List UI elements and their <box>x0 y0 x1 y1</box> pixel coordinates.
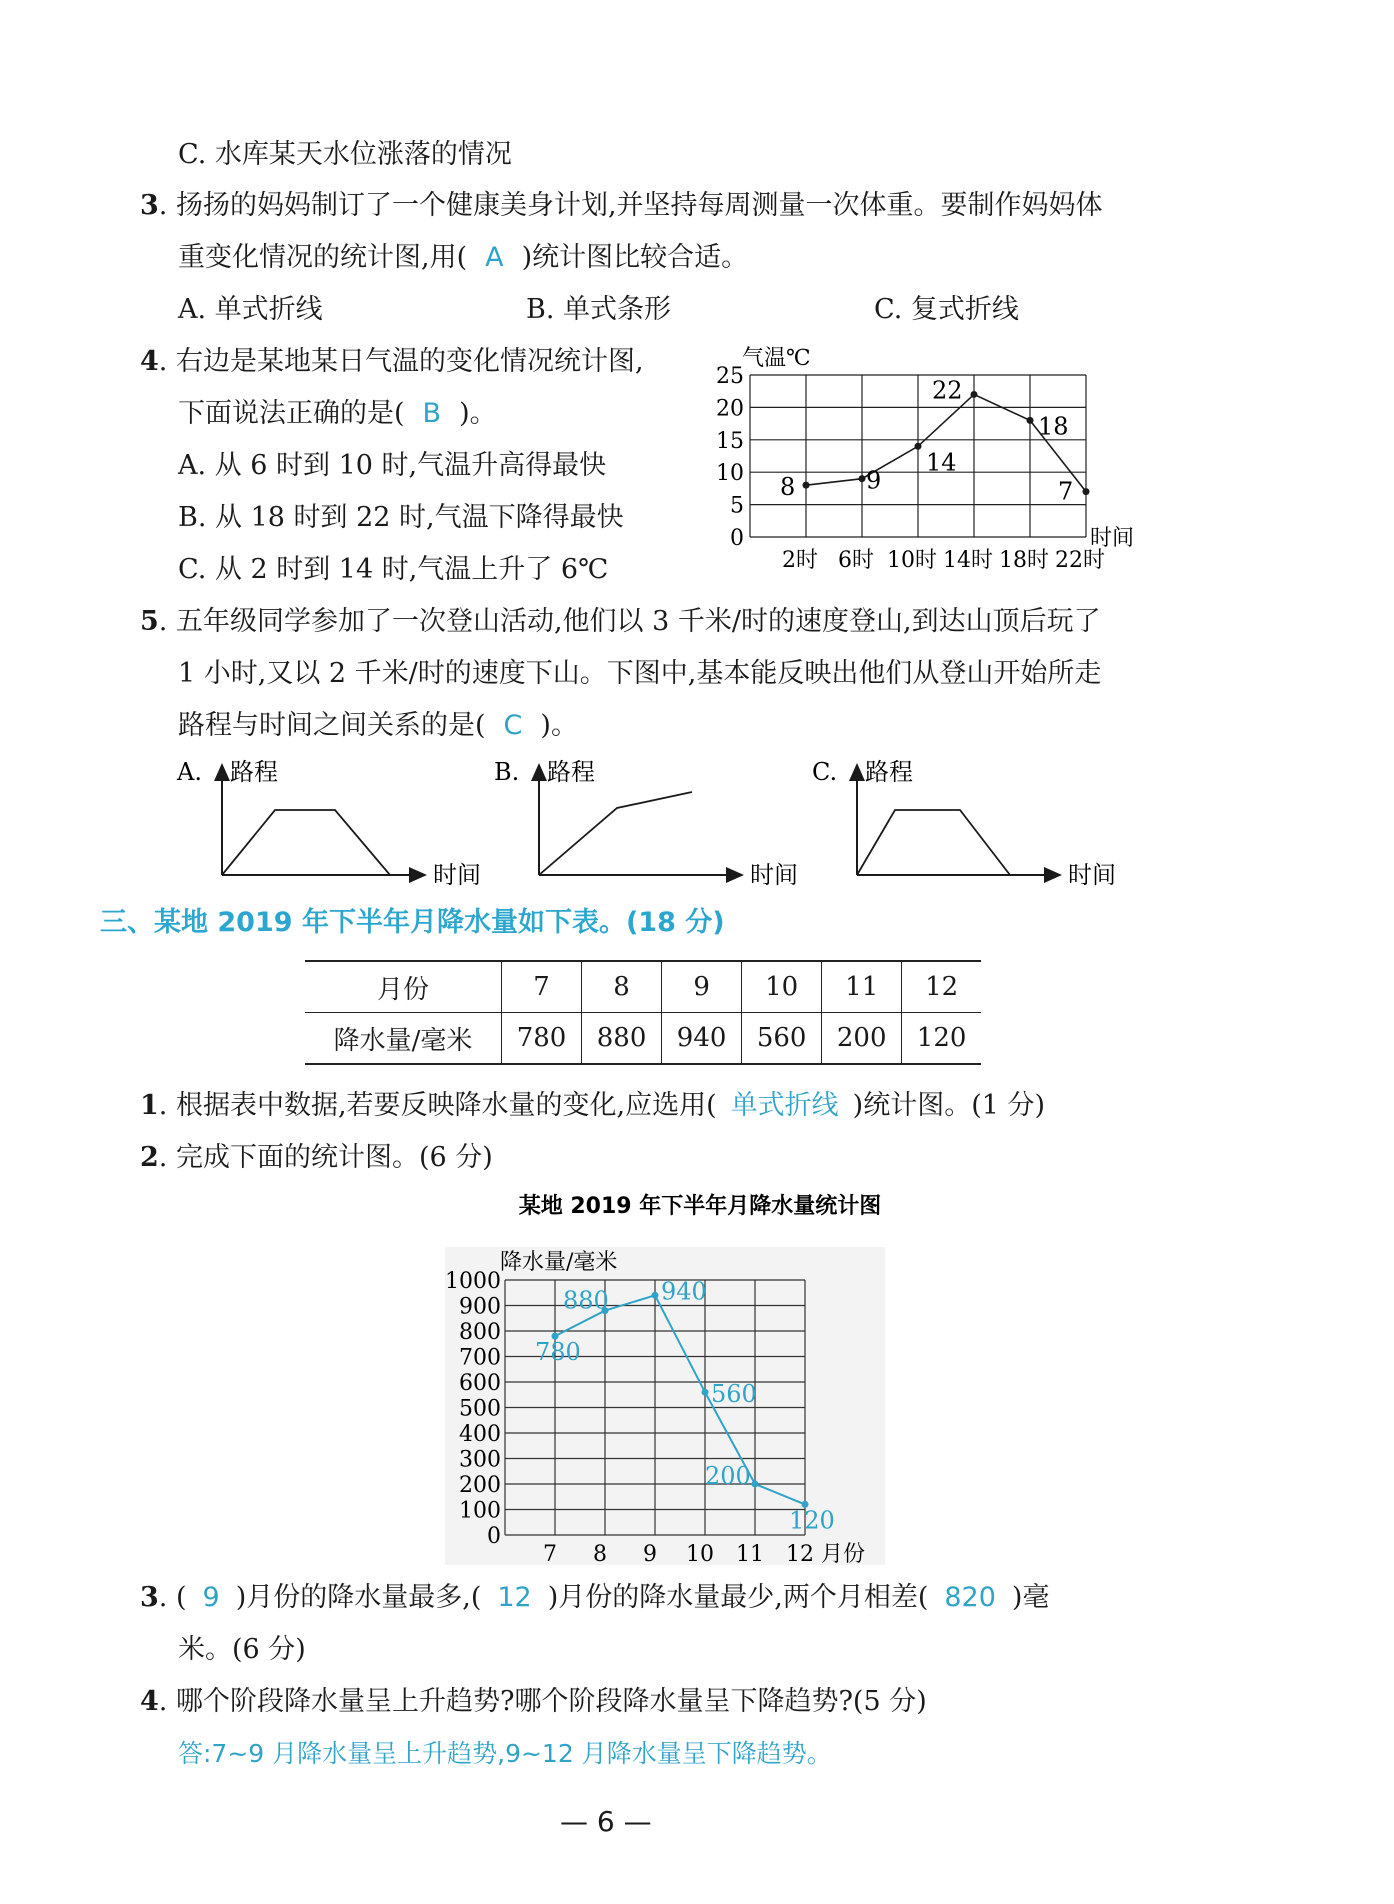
data-label: 120 <box>789 1506 835 1535</box>
series-line <box>806 394 1086 491</box>
x-tick-label: 6时 <box>838 548 874 573</box>
q3-line2 <box>178 240 748 276</box>
x-tick-label: 22时 <box>1055 548 1105 573</box>
data-label: 14 <box>926 448 957 477</box>
q5-graph-b-line <box>539 792 692 875</box>
table-month-cell: 11 <box>822 961 902 1013</box>
y-tick-label: 20 <box>716 396 744 422</box>
y-tick-label: 800 <box>459 1320 501 1345</box>
s3-q4-number: 4 <box>140 1686 159 1717</box>
s3-q3-post: )毫 <box>1011 1582 1050 1613</box>
x-tick-label: 12 <box>786 1542 814 1567</box>
s3-q3-number: 3 <box>140 1582 159 1613</box>
s3-q1: 1. 根据表中数据,若要反映降水量的变化,应选用( 单式折线 )统计图。(1 分) <box>140 1090 1046 1121</box>
q5-graph-a-label: A. <box>177 758 202 786</box>
s3-q1-post: )统计图。(1 分) <box>852 1090 1046 1121</box>
q5-graph-b-label: B. <box>494 758 520 786</box>
s3-q1-number: 1 <box>140 1090 159 1121</box>
q5-line1: 5. 五年级同学参加了一次登山活动,他们以 3 千米/时的速度登山,到达山顶后玩了 <box>140 606 1101 637</box>
q5-graph-a <box>175 750 495 890</box>
data-label: 880 <box>563 1286 609 1315</box>
q2-option-c: C. 水库某天水位涨落的情况 <box>178 139 512 170</box>
y-tick-label: 25 <box>716 364 744 389</box>
s3-q3-mid2: )月份的降水量最少,两个月相差( <box>547 1582 929 1613</box>
table-header-row <box>305 961 981 1013</box>
data-point <box>971 391 978 398</box>
s3-q3-answer2: 12 <box>497 1582 532 1613</box>
q3-option-c: C. 复式折线 <box>874 294 1019 325</box>
x-axis-label: 月份 <box>821 1542 866 1567</box>
s3-q2: 2. 完成下面的统计图。(6 分) <box>140 1142 493 1173</box>
q3-answer: A <box>485 242 504 273</box>
q5-graph-c-line <box>857 810 1010 875</box>
x-tick-label: 10时 <box>887 548 937 573</box>
table-month-cell: 9 <box>662 961 742 1013</box>
table-value-row <box>305 1013 981 1065</box>
data-label: 560 <box>711 1380 757 1409</box>
y-tick-label: 15 <box>716 428 744 454</box>
rainfall-table <box>305 960 981 1065</box>
q4-number: 4 <box>140 346 159 377</box>
y-tick-label: 500 <box>459 1396 501 1422</box>
x-tick-label: 18时 <box>999 548 1049 573</box>
data-label: 7 <box>1058 477 1074 506</box>
q5-graph-b-xlabel: 时间 <box>750 861 798 889</box>
s3-q4: 4. 哪个阶段降水量呈上升趋势?哪个阶段降水量呈下降趋势?(5 分) <box>140 1686 927 1717</box>
y-tick-label: 0 <box>487 1524 501 1549</box>
x-axis-label: 时间 <box>1090 526 1135 551</box>
y-tick-label: 1000 <box>445 1269 501 1294</box>
s3-q1-answer: 单式折线 <box>730 1090 839 1121</box>
data-point <box>652 1292 659 1299</box>
y-tick-label: 5 <box>730 493 744 519</box>
s3-q4-answer: 答:7~9 月降水量呈上升趋势,9~12 月降水量呈下降趋势。 <box>178 1739 832 1768</box>
table-value-cell: 120 <box>902 1013 981 1065</box>
data-point <box>859 475 866 482</box>
q3-text-post: )统计图比较合适。 <box>521 242 749 273</box>
q5-graph-b-ylabel: 路程 <box>547 758 595 786</box>
x-tick-label: 11 <box>736 1542 764 1567</box>
q4-option-a: A. 从 6 时到 10 时,气温升高得最快 <box>178 450 607 481</box>
q5-text-line1: 五年级同学参加了一次登山活动,他们以 3 千米/时的速度登山,到达山顶后玩了 <box>175 606 1101 637</box>
q4-line2 <box>178 396 497 432</box>
y-tick-label: 0 <box>730 526 744 551</box>
q3-number: 3 <box>140 190 159 221</box>
data-label: 22 <box>932 376 963 405</box>
data-point <box>1027 417 1034 424</box>
q4-text-line1: 右边是某地某日气温的变化情况统计图, <box>175 346 644 377</box>
q3-option-b: B. 单式条形 <box>526 294 672 325</box>
table-header-label: 月份 <box>305 961 502 1013</box>
data-point <box>702 1389 709 1396</box>
y-tick-label: 100 <box>459 1498 501 1524</box>
table-value-cell: 880 <box>582 1013 662 1065</box>
q5-graph-a-ylabel: 路程 <box>230 758 278 786</box>
table-value-cell: 200 <box>822 1013 902 1065</box>
s3-q2-text: 完成下面的统计图。(6 分) <box>175 1142 493 1173</box>
q5-graph-c-label: C. <box>812 758 838 786</box>
y-tick-label: 900 <box>459 1294 501 1320</box>
x-tick-label: 10 <box>686 1542 714 1567</box>
q5-line3 <box>178 708 578 744</box>
y-axis-label: 气温℃ <box>742 346 811 371</box>
table-value-cell: 940 <box>662 1013 742 1065</box>
table-value-cell: 780 <box>502 1013 582 1065</box>
s3-q3-line2: 米。(6 分) <box>178 1634 306 1665</box>
q5-graph-a-xlabel: 时间 <box>433 861 481 889</box>
y-tick-label: 700 <box>459 1345 501 1371</box>
table-month-cell: 10 <box>742 961 822 1013</box>
q5-graph-c-xlabel: 时间 <box>1068 861 1116 889</box>
s3-q1-pre: 根据表中数据,若要反映降水量的变化,应选用( <box>175 1090 717 1121</box>
q3-text-pre: 重变化情况的统计图,用( <box>178 242 468 273</box>
q4-option-c: C. 从 2 时到 14 时,气温上升了 6℃ <box>178 554 609 585</box>
table-row-label: 降水量/毫米 <box>333 1025 473 1056</box>
q5-graph-c <box>810 750 1130 890</box>
x-tick-label: 9 <box>643 1542 657 1567</box>
data-label: 780 <box>535 1338 581 1367</box>
q4-text-pre: 下面说法正确的是( <box>178 398 405 429</box>
q3-line1: 3. 扬扬的妈妈制订了一个健康美身计划,并坚持每周测量一次体重。要制作妈妈体 <box>140 190 1103 221</box>
temperature-chart <box>700 335 1160 585</box>
data-point <box>752 1481 759 1488</box>
x-tick-label: 8 <box>593 1542 607 1567</box>
data-label: 9 <box>866 466 882 495</box>
q5-graph-a-line <box>222 810 390 875</box>
s3-q2-number: 2 <box>140 1142 159 1173</box>
s3-q3-line1: 3. ( 9 )月份的降水量最多,( 12 )月份的降水量最少,两个月相差( 820 )毫 <box>140 1582 1050 1613</box>
data-point <box>1083 488 1090 495</box>
table-month-cell: 8 <box>582 961 662 1013</box>
data-label: 940 <box>661 1277 707 1306</box>
y-tick-label: 400 <box>459 1422 501 1447</box>
q3-option-a: A. 单式折线 <box>178 294 323 325</box>
table-month-cell: 7 <box>502 961 582 1013</box>
q5-graph-c-ylabel: 路程 <box>865 758 913 786</box>
table-month-cell: 12 <box>902 961 981 1013</box>
q4-answer: B <box>422 398 442 429</box>
s3-q3-answer1: 9 <box>202 1582 220 1613</box>
y-tick-label: 200 <box>459 1473 501 1498</box>
chart-title: 某地 2019 年下半年月降水量统计图 <box>518 1194 882 1219</box>
s3-q3-pre1: ( <box>175 1582 187 1613</box>
q4-line1: 4. 右边是某地某日气温的变化情况统计图, <box>140 346 644 377</box>
q4-option-b: B. 从 18 时到 22 时,气温下降得最快 <box>178 502 624 533</box>
x-tick-label: 7 <box>543 1542 557 1567</box>
y-tick-label: 10 <box>716 461 744 487</box>
s3-q4-text: 哪个阶段降水量呈上升趋势?哪个阶段降水量呈下降趋势?(5 分) <box>175 1686 927 1717</box>
y-tick-label: 300 <box>459 1447 501 1473</box>
rainfall-chart <box>430 1185 970 1570</box>
table-value-cell: 560 <box>742 1013 822 1065</box>
data-label: 8 <box>780 473 796 502</box>
data-point <box>915 443 922 450</box>
x-tick-label: 14时 <box>943 548 993 573</box>
page-number: — 6 — <box>560 1805 652 1838</box>
q5-number: 5 <box>140 606 159 637</box>
y-tick-label: 600 <box>459 1371 501 1396</box>
data-point <box>803 482 810 489</box>
data-label: 18 <box>1038 412 1069 441</box>
q5-text-line2: 1 小时,又以 2 千米/时的速度下山。下图中,基本能反映出他们从登山开始所走 <box>178 658 1102 689</box>
y-axis-label: 降水量/毫米 <box>500 1250 618 1275</box>
x-tick-label: 2时 <box>782 548 818 573</box>
q5-graph-b <box>492 750 812 890</box>
q5-text-pre: 路程与时间之间关系的是( <box>178 710 486 741</box>
q3-text-line1: 扬扬的妈妈制订了一个健康美身计划,并坚持每周测量一次体重。要制作妈妈体 <box>175 190 1103 221</box>
q5-answer: C <box>503 710 523 741</box>
s3-q3-answer3: 820 <box>944 1582 996 1613</box>
q4-text-post: )。 <box>459 398 497 429</box>
q5-text-post: )。 <box>540 710 578 741</box>
s3-q3-mid1: )月份的降水量最多,( <box>235 1582 482 1613</box>
data-label: 200 <box>705 1462 751 1490</box>
section3-title: 三、某地 2019 年下半年月降水量如下表。(18 分) <box>100 907 725 938</box>
